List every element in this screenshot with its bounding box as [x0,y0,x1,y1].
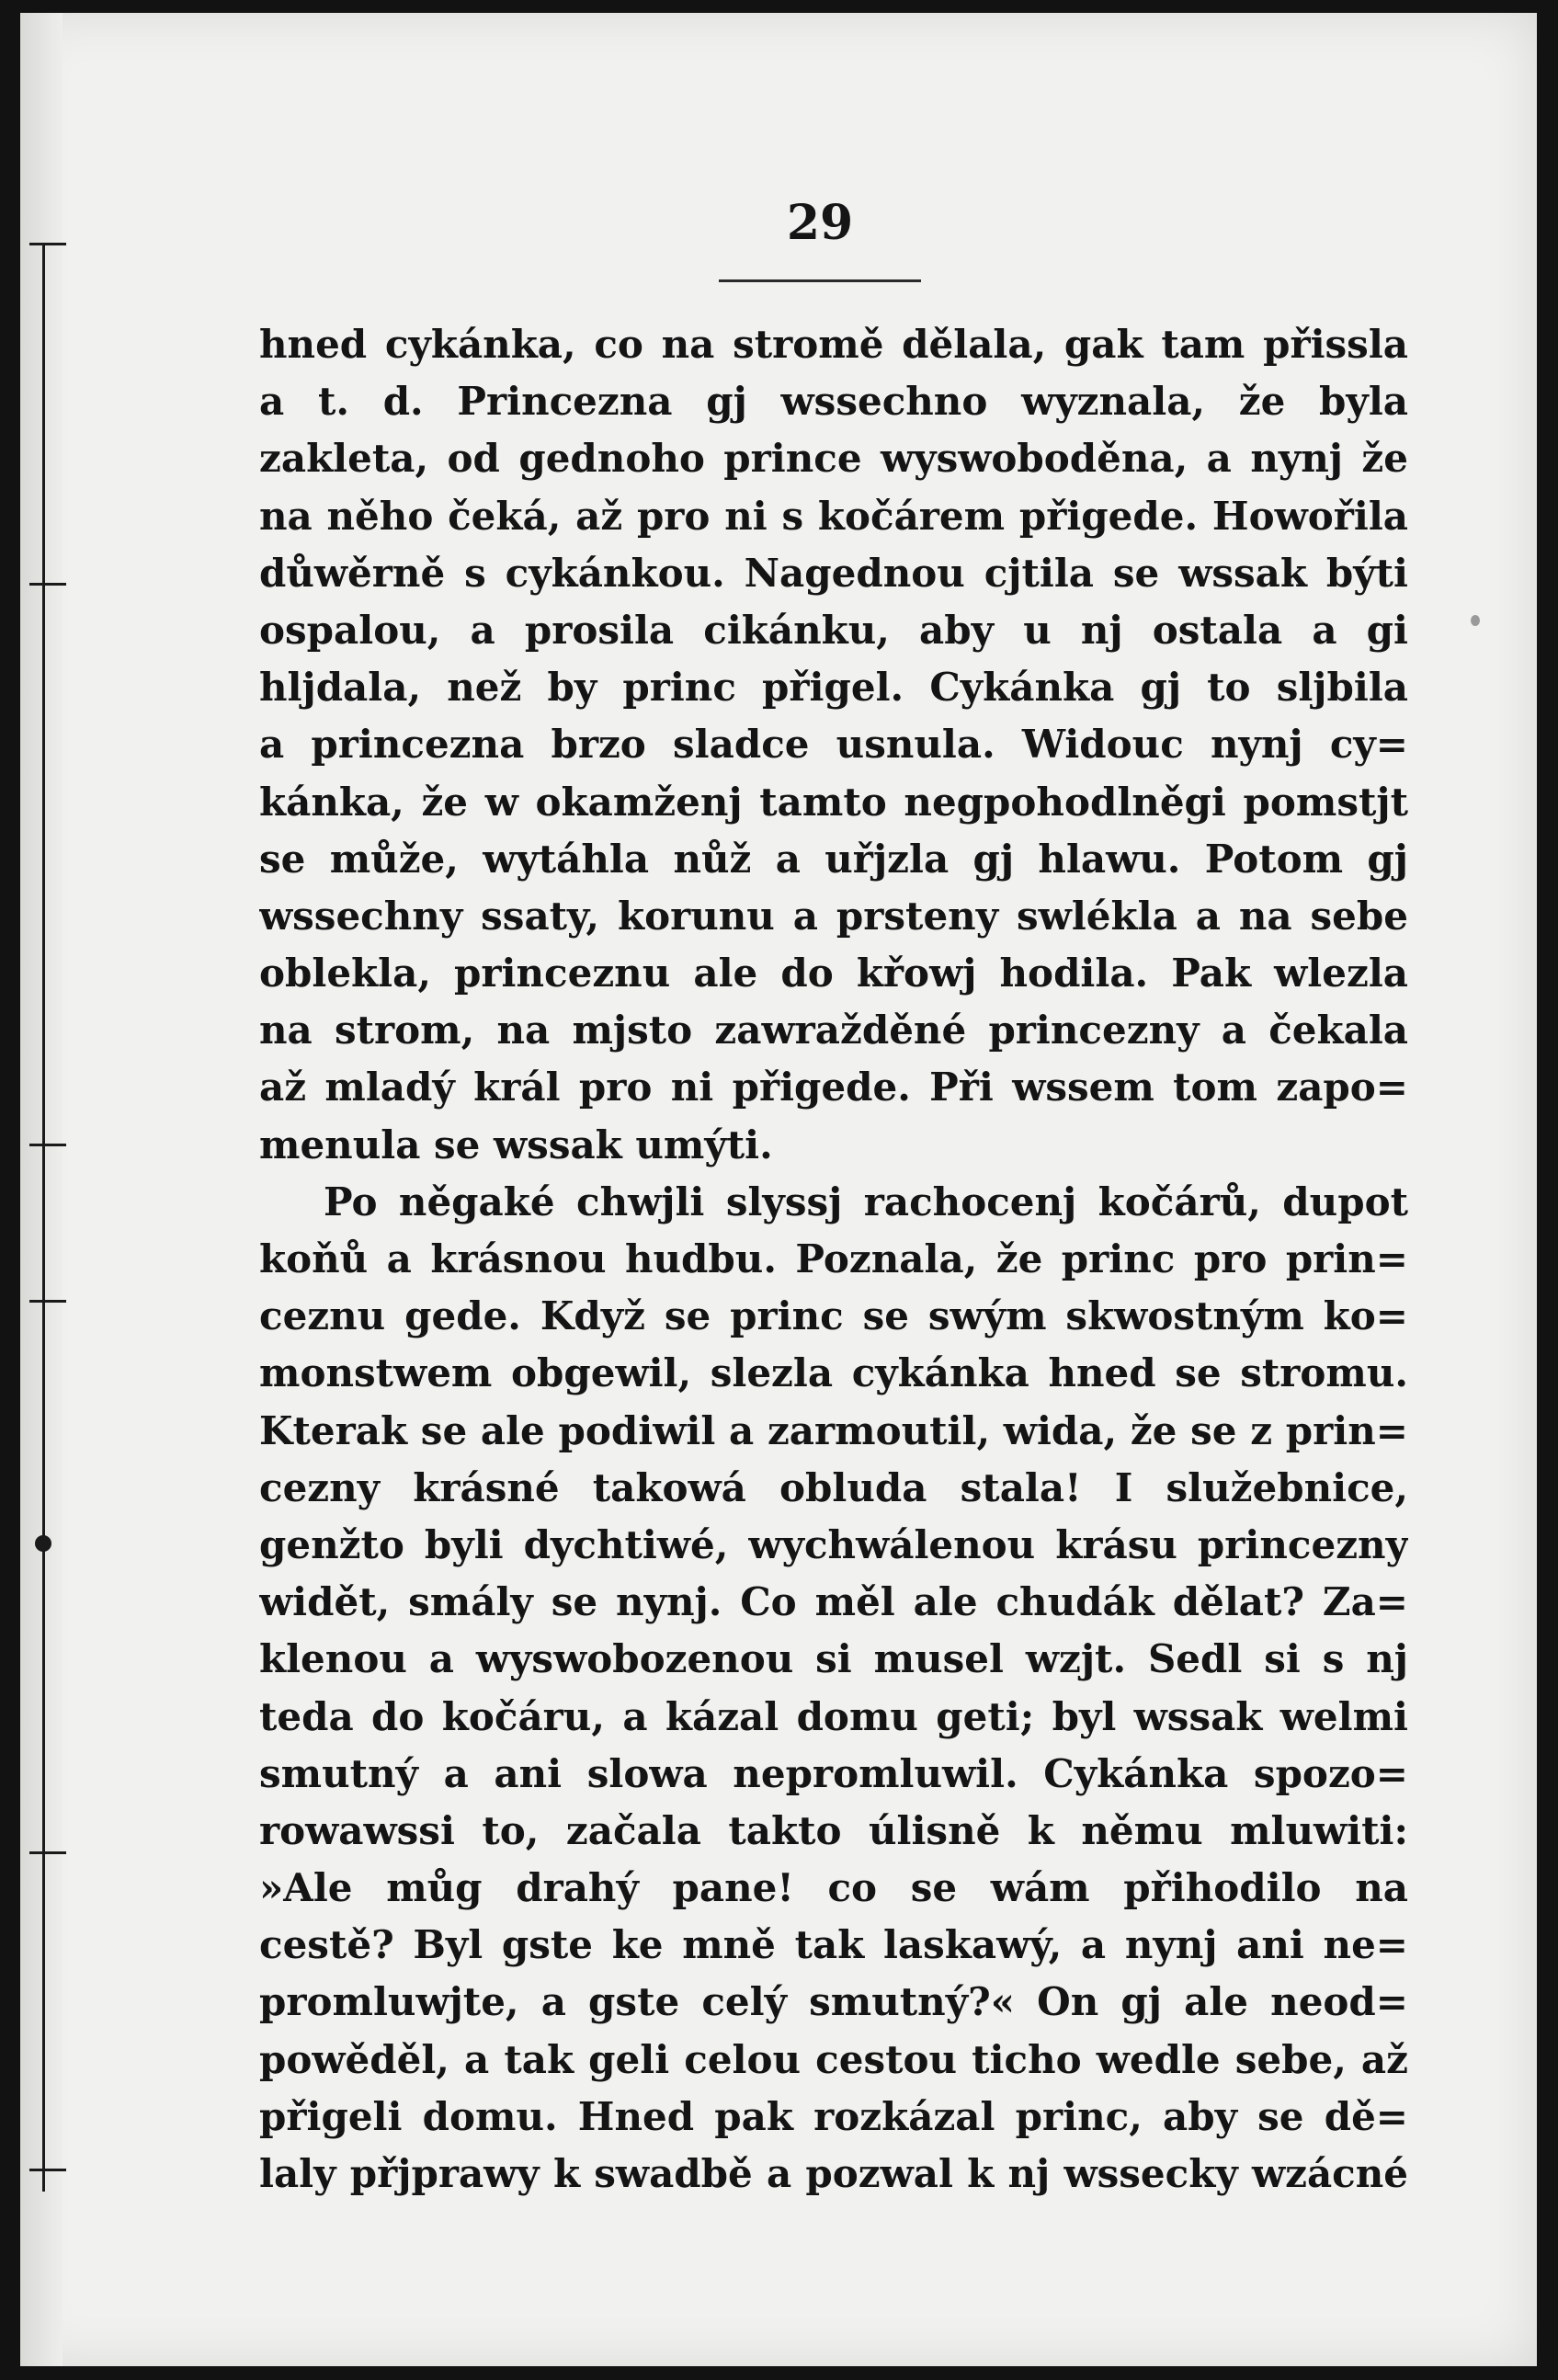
measuring-ruler-line [42,243,45,2192]
text-line: ceznu gede. Když se princ se swým skwostným ko= [259,1293,1408,1339]
text-line: hned cykánka, co na stromě dělala, gak tam přissla [259,322,1408,367]
paper-speck [1471,615,1480,626]
text-line: až mladý král pro ni přigede. Při wssem tom zapo= [259,1065,1408,1110]
text-line: se může, wytáhla nůž a uřjzla gj hlawu. Potom gj [259,836,1408,882]
text-line: ospalou, a prosila cikánku, aby u nj ostala a gi [259,607,1408,653]
text-line: důwěrně s cykánkou. Nagednou cjtila se wssak býti [259,550,1408,596]
text-line: smutný a ani slowa nepromluwil. Cykánka spozo= [259,1750,1408,1796]
text-line: teda do kočáru, a kázal domu geti; byl wssak welmi [259,1693,1408,1739]
text-line: rowawssi to, začala takto úlisně k němu mluwiti: [259,1807,1408,1853]
text-line: přigeli domu. Hned pak rozkázal princ, aby se dě= [259,2093,1408,2139]
text-line: oblekla, princeznu ale do křowj hodila. Pak wlezla [259,951,1408,996]
page-binding-edge [20,13,63,2366]
text-line: koňů a krásnou hudbu. Poznala, že princ pro prin= [259,1236,1408,1281]
text-line: laly přjprawy k swadbě a pozwal k nj wssecky wzácné [259,2151,1408,2196]
ruler-tick [29,2169,66,2171]
text-line: zakleta, od gednoho prince wyswoboděna, a nynj že [259,436,1408,482]
text-line: cezny krásné takowá obluda stala! I služebnice, [259,1464,1408,1510]
text-line: kánka, že w okamženj tamto negpohodlněgi pomstjt [259,779,1408,825]
text-line: genžto byli dychtiwé, wychwálenou krásu princezny [259,1521,1408,1567]
text-line: powěděl, a tak geli celou cestou ticho wedle sebe, až [259,2036,1408,2082]
text-line: na něho čeká, až pro ni s kočárem přigede. Howořila [259,493,1408,539]
text-line: hljdala, než by princ přigel. Cykánka gj to sljbila [259,665,1408,711]
ruler-tick [29,1300,66,1303]
ruler-tick [29,1851,66,1854]
ruler-tick [29,243,66,245]
text-line: »Ale můg drahý pane! co se wám přihodilo na [259,1865,1408,1911]
text-line: promluwjte, a gste celý smutný?« On gj ale neod= [259,1979,1408,2025]
ruler-dot-marker [35,1535,51,1552]
text-line: klenou a wyswobozenou si musel wzjt. Sedl si s nj [259,1636,1408,1682]
page-number: 29 [786,195,854,251]
text-line: widět, smály se nynj. Co měl ale chudák dělat? Za= [259,1579,1408,1625]
text-line: na strom, na mjsto zawražděné princezny a čekala [259,1008,1408,1053]
text-line: a t. d. Princezna gj wssechno wyznala, že byla [259,379,1408,425]
text-line: cestě? Byl gste ke mně tak laskawý, a nynj ani ne= [259,1922,1408,1968]
text-line: a princezna brzo sladce usnula. Widouc nynj cy= [259,722,1408,768]
ruler-tick [29,583,66,586]
text-line: monstwem obgewil, slezla cykánka hned se stromu. [259,1350,1408,1396]
text-line: wssechny ssaty, korunu a prsteny swlékla a na sebe [259,893,1408,939]
body-text [259,316,1408,2203]
paragraph-start-line: Po něgaké chwjli slyssj rachocenj kočárů, dupot [324,1179,1408,1224]
paragraph-end-line: menula se wssak umýti. [259,1122,773,1167]
ruler-tick [29,1144,66,1146]
text-line: Kterak se ale podiwil a zarmoutil, wida, že se z prin= [259,1407,1408,1453]
book-page [20,13,1537,2366]
page-number-rule [719,279,921,282]
